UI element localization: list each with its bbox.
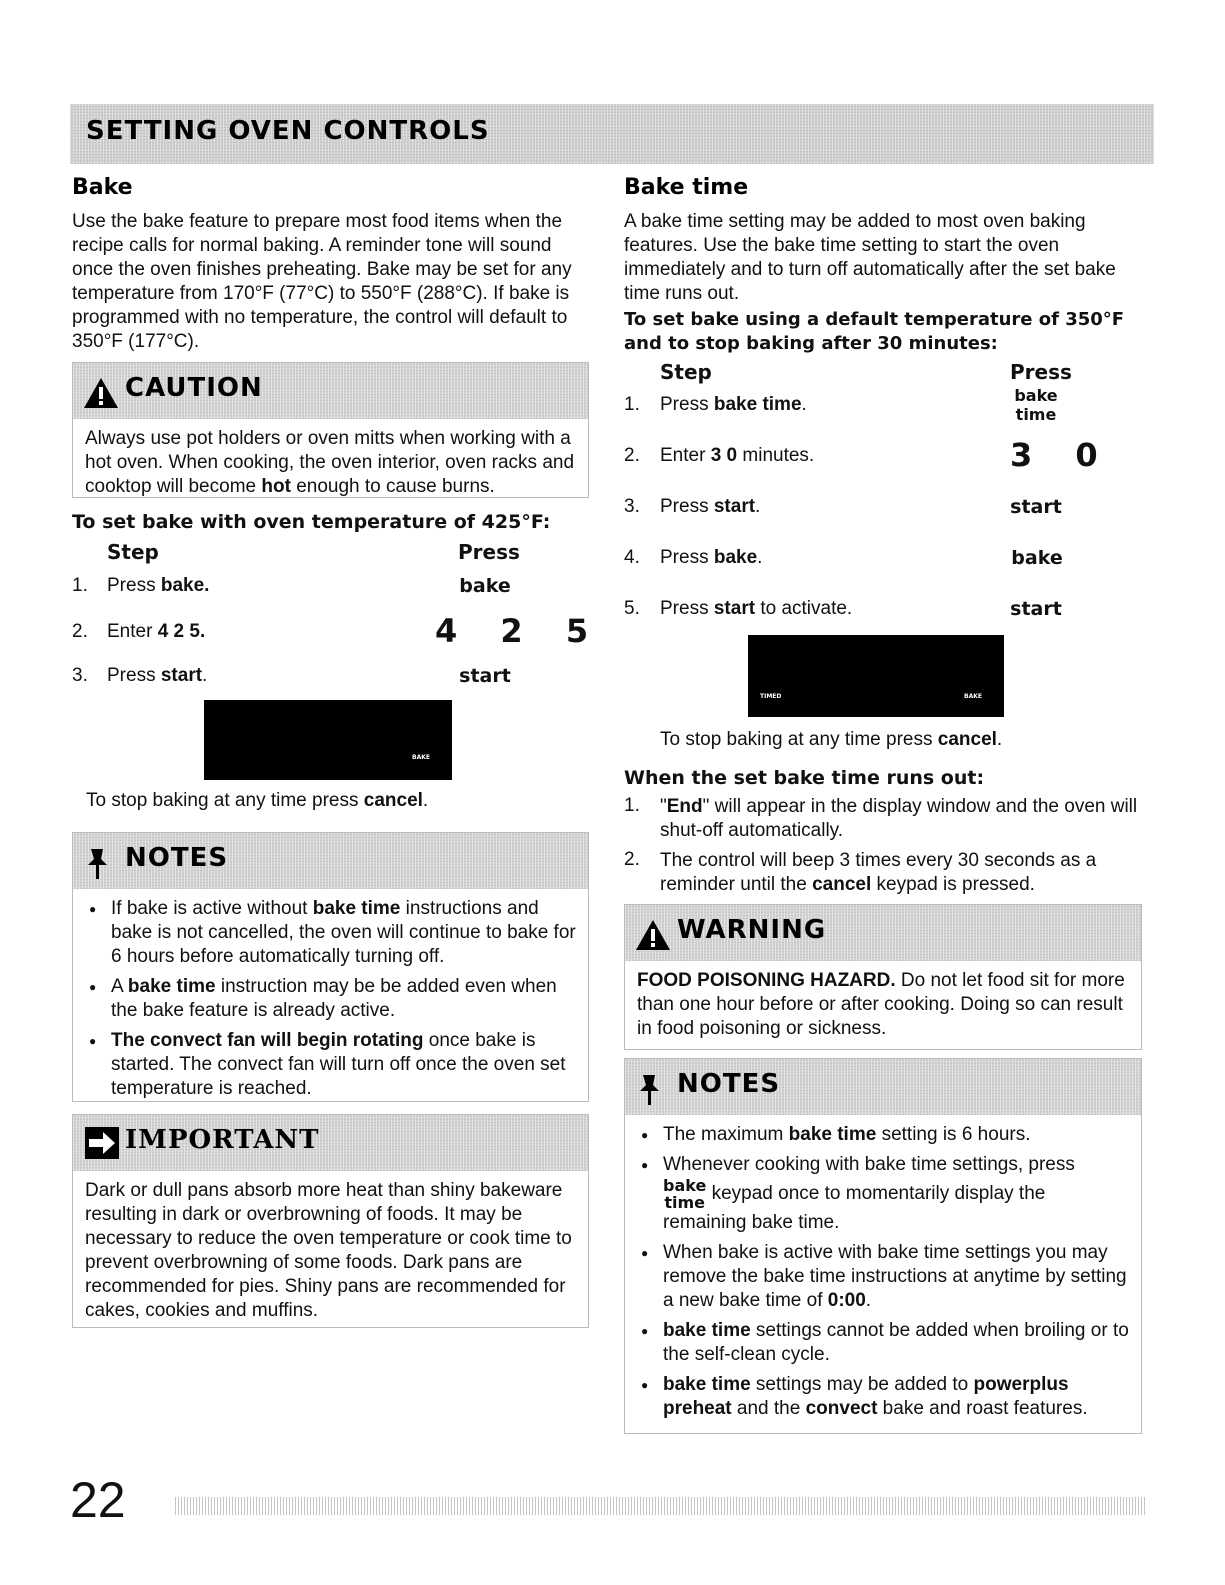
- left-set-heading: To set bake with oven temperature of 425°F:: [72, 511, 551, 533]
- warning-text: FOOD POISONING HAZARD. Do not let food sit for more than one hour before or after cooking. Doing so can result in food poisoning or sickness.: [637, 970, 1125, 1039]
- left-step-2-num: 2.: [72, 621, 88, 642]
- bake-time-paragraph: A bake time setting may be added to most oven baking features. Use the bake time setting to start the oven immediately and to turn off automatically after the set bake time runs out.: [624, 211, 1116, 304]
- arrow-right-icon: [85, 1127, 119, 1159]
- right-note-2: ● Whenever cooking with bake time settings, press bake time keypad once to momentarily display the remaining bake time.: [637, 1153, 1129, 1235]
- warning-triangle-icon: [635, 919, 671, 951]
- left-notes-title: NOTES: [125, 843, 229, 873]
- warning-header: [625, 905, 1141, 961]
- right-step-3-text: Press start.: [660, 496, 761, 517]
- important-header: [73, 1115, 588, 1171]
- right-note-5: ● bake time settings may be added to powerplus preheat and the convect bake and roast features.: [637, 1373, 1129, 1421]
- runs-out-2-text: The control will beep 3 times every 30 seconds as a reminder until the cancel keypad is pressed.: [660, 850, 1097, 895]
- left-note-2: ● A bake time instruction may be be added even when the bake feature is already active.: [85, 975, 576, 1023]
- bake-paragraph: Use the bake feature to prepare most food items when the recipe calls for normal baking. A reminder tone will sound once the oven finishes preheating. Bake may be set for any temperature from 170°F (77°C) to 550°F (288°C). If bake is programmed with no temperature, the control will default to 350°F (177°C).: [72, 211, 572, 352]
- left-note-1: ● If bake is active without bake time instructions and bake is not cancelled, the oven will continue to bake for 6 hours before automatically turning off.: [85, 897, 576, 969]
- left-notes-body: [73, 889, 588, 1117]
- left-step-2-text: Enter 4 2 5.: [107, 621, 206, 642]
- runs-out-2-num: 2.: [624, 849, 640, 870]
- right-step-1-num: 1.: [624, 394, 640, 415]
- right-oven-display: [748, 635, 1004, 717]
- right-display-timed-label: TIMED: [760, 693, 782, 700]
- right-step-2-text: Enter 3 0 minutes.: [660, 445, 815, 466]
- right-note-4: ● bake time settings cannot be added when broiling or to the self-clean cycle.: [637, 1319, 1129, 1367]
- left-step-1-key: bake: [459, 575, 511, 597]
- right-press-label: Press: [1010, 360, 1072, 384]
- right-set-heading: To set bake using a default temperature of 350°F and to stop baking after 30 minutes:: [624, 309, 1125, 354]
- right-step-label: Step: [660, 360, 712, 384]
- right-note-1: ● The maximum bake time setting is 6 hours.: [637, 1123, 1129, 1147]
- right-notes-header: [625, 1059, 1141, 1115]
- left-display-bake-label: BAKE: [412, 754, 430, 761]
- warning-title: WARNING: [677, 915, 827, 945]
- bake-heading: Bake: [72, 175, 133, 200]
- bake-time-key-inline: bake time: [663, 1176, 707, 1212]
- runs-out-1-text: "End" will appear in the display window and the oven will shut-off automatically.: [660, 796, 1138, 841]
- left-note-3: ● The convect fan will begin rotating once bake is started. The convect fan will turn off once the oven set temperature is reached.: [85, 1029, 576, 1101]
- right-step-2-num: 2.: [624, 445, 640, 466]
- warning-triangle-icon: [83, 377, 119, 409]
- left-oven-display: [204, 700, 452, 780]
- left-step-3-num: 3.: [72, 665, 88, 686]
- right-step-5-key: start: [1010, 598, 1062, 620]
- right-step-1-key: bake time: [1014, 386, 1058, 424]
- right-step-3-num: 3.: [624, 496, 640, 517]
- left-stop-text: To stop baking at any time press cancel.: [86, 790, 429, 811]
- important-title: IMPORTANT: [125, 1125, 320, 1155]
- right-step-4-text: Press bake.: [660, 547, 763, 568]
- left-press-label: Press: [458, 540, 520, 564]
- caution-title: CAUTION: [125, 373, 263, 403]
- right-notes-box: [624, 1058, 1142, 1434]
- right-step-5-text: Press start to activate.: [660, 598, 853, 619]
- pushpin-icon: [635, 1073, 665, 1107]
- page-number: 22: [70, 1472, 126, 1528]
- important-box: [72, 1114, 589, 1328]
- right-step-4-key: bake: [1011, 547, 1063, 569]
- runs-out-heading: When the set bake time runs out:: [624, 767, 985, 789]
- right-note-3: ● When bake is active with bake time settings you may remove the bake time instructions at anytime by setting a new bake time of 0:00.: [637, 1241, 1129, 1313]
- left-step-3-text: Press start.: [107, 665, 208, 686]
- left-step-1-num: 1.: [72, 575, 88, 596]
- left-step-1-text: Press bake.: [107, 575, 210, 596]
- caution-box: [72, 362, 589, 498]
- caution-header: [73, 363, 588, 419]
- right-step-5-num: 5.: [624, 598, 640, 619]
- right-notes-title: NOTES: [677, 1069, 781, 1099]
- pushpin-icon: [83, 847, 113, 881]
- important-text: Dark or dull pans absorb more heat than shiny bakeware resulting in dark or overbrowning of foods. It may be necessary to reduce the oven temperature or cook time to prevent overbrowning of some foods. Dark pans are recommended for pies. Shiny pans are recommended for cakes, cookies and muffins.: [85, 1180, 572, 1321]
- left-notes-box: [72, 832, 589, 1102]
- left-step-3-key: start: [459, 665, 511, 687]
- right-step-3-key: start: [1010, 496, 1062, 518]
- section-title: SETTING OVEN CONTROLS: [86, 116, 490, 146]
- footer-rule: [175, 1497, 1145, 1515]
- runs-out-1-num: 1.: [624, 795, 640, 816]
- caution-text: Always use pot holders or oven mitts when working with a hot oven. When cooking, the oven interior, oven racks and cooktop will become hot enough to cause burns.: [85, 428, 575, 497]
- right-display-bake-label: BAKE: [964, 693, 982, 700]
- right-step-4-num: 4.: [624, 547, 640, 568]
- warning-box: [624, 904, 1142, 1050]
- bake-time-heading: Bake time: [624, 175, 749, 200]
- right-stop-text: To stop baking at any time press cancel.: [660, 729, 1003, 750]
- right-step-2-key: 3 0: [1010, 436, 1114, 474]
- left-notes-header: [73, 833, 588, 889]
- right-notes-body: [625, 1115, 1141, 1437]
- section-banner: [70, 104, 1154, 164]
- left-step-label: Step: [107, 540, 159, 564]
- left-step-2-key: 4 2 5: [435, 612, 605, 650]
- right-step-1-text: Press bake time.: [660, 394, 807, 415]
